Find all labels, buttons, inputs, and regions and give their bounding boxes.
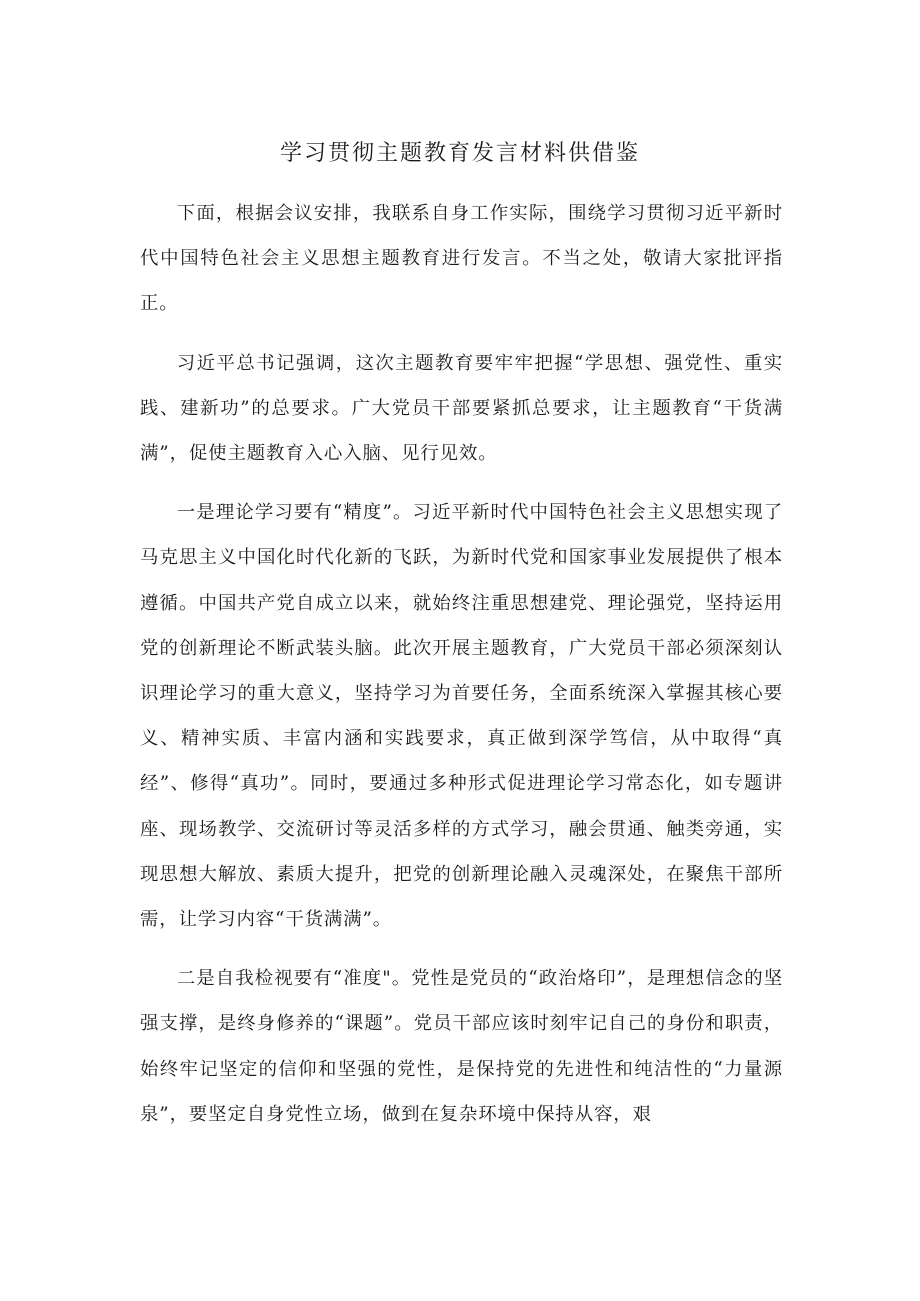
- paragraph: 习近平总书记强调，这次主题教育要牢牢把握“学思想、强党性、重实践、建新功”的总要求。广大党员干部要紧抓总要求，让主题教育“干货满满”，促使主题教育入心入脑、见行见效。: [140, 352, 783, 465]
- paragraph: 二是自我检视要有“准度"。党性是党员的“政治烙印”，是理想信念的坚强支撑，是终身修养的“课题”。党员干部应该时刻牢记自己的身份和职责，始终牢记坚定的信仰和坚强的党性，是保持党的先进性和纯洁性的“力量源泉”，要坚定自身党性立场，做到在复杂环境中保持从容，艰: [140, 968, 783, 1125]
- document-body: [140, 191, 783, 1151]
- document-title: 学习贯彻主题教育发言材料供借鉴: [279, 141, 640, 166]
- paragraph: 一是理论学习要有“精度”。习近平新时代中国特色社会主义思想实现了马克思主义中国化时代化新的飞跃，为新时代党和国家事业发展提供了根本遵循。中国共产党自成立以来，就始终注重思想建党、理论强党，坚持运用党的创新理论不断武装头脑。此次开展主题教育，广大党员干部必须深刻认识理论学习的重大意义，坚持学习为首要任务，全面系统深入掌握其核心要义、精神实质、丰富内涵和实践要求，真正做到深学笃信，从中取得“真经”、修得“真功”。同时，要通过多种形式促进理论学习常态化，如专题讲座、现场教学、交流研讨等灵活多样的方式学习，融会贯通、触类旁通，实现思想大解放、素质大提升，把党的创新理论融入灵魂深处，在聚焦干部所需，让学习内容“干货满满”。: [140, 502, 783, 931]
- paragraph: 下面，根据会议安排，我联系自身工作实际，围绕学习贯彻习近平新时代中国特色社会主义思想主题教育进行发言。不当之处，敬请大家批评指正。: [140, 203, 783, 315]
